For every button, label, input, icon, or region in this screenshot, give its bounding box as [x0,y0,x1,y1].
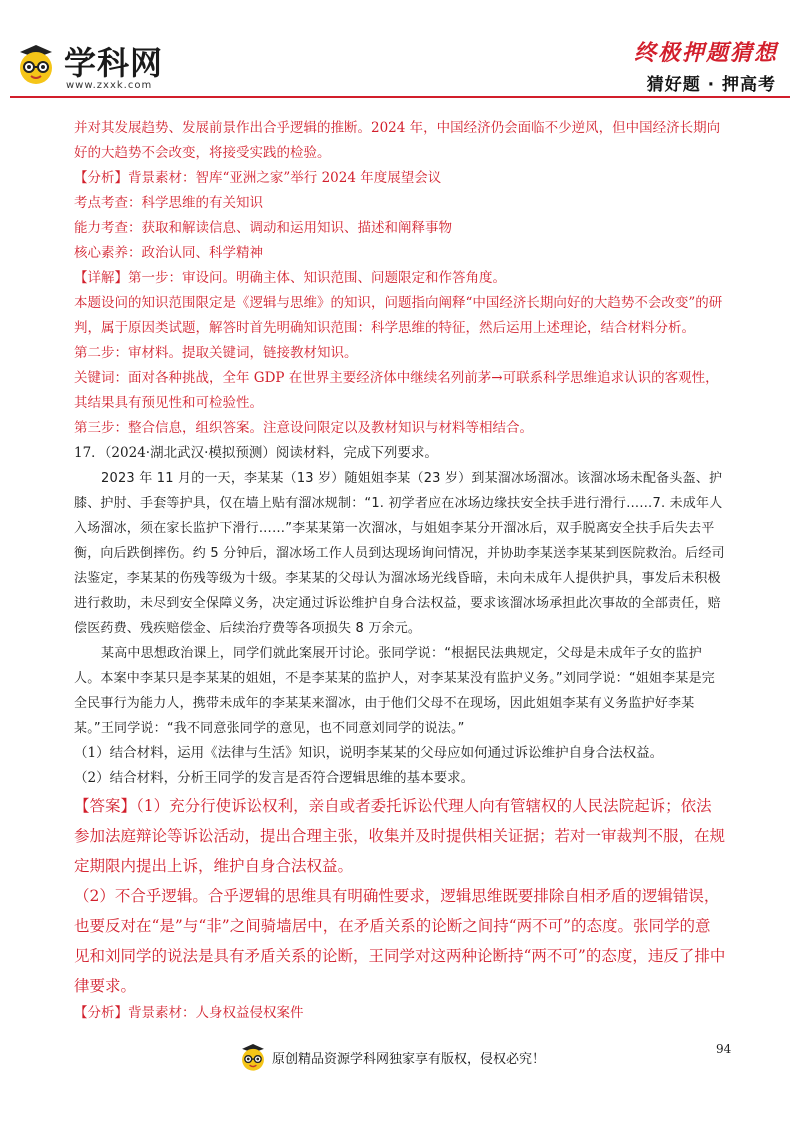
explanation-line [74,266,726,291]
keywords-line: 关键词：面对各种挑战，全年 GDP 在世界主要经济体中继续名列前茅→可联系科学思维追求认识的客观性，其结果具有预见性和可检验性。 [74,370,719,411]
material-paragraph-2: 某高中思想政治课上，同学们就此案展开讨论。张同学说：“根据民法典规定，父母是未成年子女的监护人。本案中李某只是李某某的姐姐，不是李某某的监护人，对李某某没有监护义务。”刘同学说：“姐姐李某是完全民事行为能力人，携带未成年的李某某来溜冰，由于他们父母不在现场，因此姐姐李某有义务监护好李某某。”王同学说：“我不同意张同学的意见，也不同意刘同学的说法。” [74,646,715,736]
logo-url: www.zxxk.com [66,80,153,91]
step3-line: 第三步：整合信息，组织答案。注意设问限定以及教材知识与材料等相结合。 [74,420,533,436]
explanation-tag: 【详解】 [74,270,128,286]
step2-line: 第二步：审材料。提取关键词，链接教材知识。 [74,345,358,361]
answer-1-text: （1）充分行使诉讼权利，亲自或者委托诉讼代理人向有管辖权的人民法院起诉；依法参加法庭辩论等诉讼活动，提出合理主张，收集并及时提供相关证据；若对一审裁判不服，在规定期限内提出上诉，维护自身合法权益。 [74,797,726,875]
mascot-face-icon [238,1042,268,1072]
logo-text: 学科网 [64,44,164,82]
page-footer [238,1040,545,1074]
copyright-notice: 原创精品资源学科网独家享有版权，侵权必究！ [272,1051,546,1067]
answer-tag: 【答案】 [74,797,137,815]
header-divider [10,96,790,98]
sub-question-1: （1）结合材料，运用《法律与生活》知识，说明李某某的父母应如何通过诉讼维护自身合法权益。 [74,745,664,761]
analysis-line-2 [74,1001,726,1026]
answer-part-1 [74,791,726,881]
page-header [0,0,800,100]
literacy-line: 核心素养：政治认同、科学精神 [74,245,263,261]
answer-part-2: （2）不合乎逻辑。合乎逻辑的思维具有明确性要求，逻辑思维既要排除自相矛盾的逻辑错误，也要反对在“是”与“非”之间骑墙居中，在矛盾关系的论断之间持“两不可”的态度。张同学的意见和刘同学的说法是具有矛盾关系的论断，王同学对这两种论断持“两不可”的态度，违反了排中律要求。 [74,887,726,995]
question-17-title: 17．（2024·湖北武汉·模拟预测）阅读材料，完成下列要求。 [74,445,438,461]
zxxk-logo[interactable] [14,30,174,90]
analysis-line [74,166,726,191]
analysis-tag: 【分析】 [74,170,128,186]
material-paragraph-1: 2023 年 11 月的一天，李某某（13 岁）随姐姐李某（23 岁）到某溜冰场溜冰。该溜冰场未配备头盔、护膝、护肘、手套等护具，仅在墙上贴有溜冰规制：“1. 初学者应在冰场边缘扶安全扶手进行滑行……7. 未成年人入场溜冰，须在家长监护下滑行……”李某某第一次溜冰，与姐姐李某分开溜冰后，双手脱离安全扶手后失去平衡，向后跌倒摔伤。约 5 分钟后，溜冰场工作人员到达现场询问情况，并协助李某送李某某到医院救治。后经司法鉴定，李某某的伤残等级为十级。李某某的父母认为溜冰场光线昏暗，未向未成年人提供护具，事发后未积极进行救助，未尽到安全保障义务，决定通过诉讼维护自身合法权益，要求该溜冰场承担此次事故的全部责任，赔偿医药费、残疾赔偿金、后续治疗费等各项损失 8 万余元。 [74,471,725,636]
page-number: 94 [716,1042,732,1056]
step1-detail: 本题设问的知识范围限定是《逻辑与思维》的知识，问题指向阐释“中国经济长期向好的大趋势不会改变”的研判，属于原因类试题，解答时首先明确知识范围：科学思维的特征，然后运用上述理论，结合材料分析。 [74,295,723,336]
exam-point-line: 考点考查：科学思维的有关知识 [74,195,263,211]
slogan-sub: 猜好题 · 押高考 [646,75,776,95]
slogan-main: 终极押题猜想 [633,41,778,66]
analysis-text-2: 背景素材：人身权益侵权案件 [128,1005,304,1021]
analysis-text: 背景素材：智库“亚洲之家”举行 2024 年度展望会议 [128,170,442,186]
ability-line: 能力考查：获取和解读信息、调动和运用知识、描述和阐释事物 [74,220,452,236]
mascot-face-icon [14,42,58,86]
explanation-text: 第一步：审设问。明确主体、知识范围、问题限定和作答角度。 [128,270,506,286]
analysis-tag-2: 【分析】 [74,1005,128,1021]
sub-question-2: （2）结合材料，分析王同学的发言是否符合逻辑思维的基本要求。 [74,770,475,786]
conclusion-paragraph: 并对其发展趋势、发展前景作出合乎逻辑的推断。2024 年，中国经济仍会面临不少逆风，但中国经济长期向好的大趋势不会改变，将接受实践的检验。 [74,120,721,161]
document-body [74,116,726,1026]
